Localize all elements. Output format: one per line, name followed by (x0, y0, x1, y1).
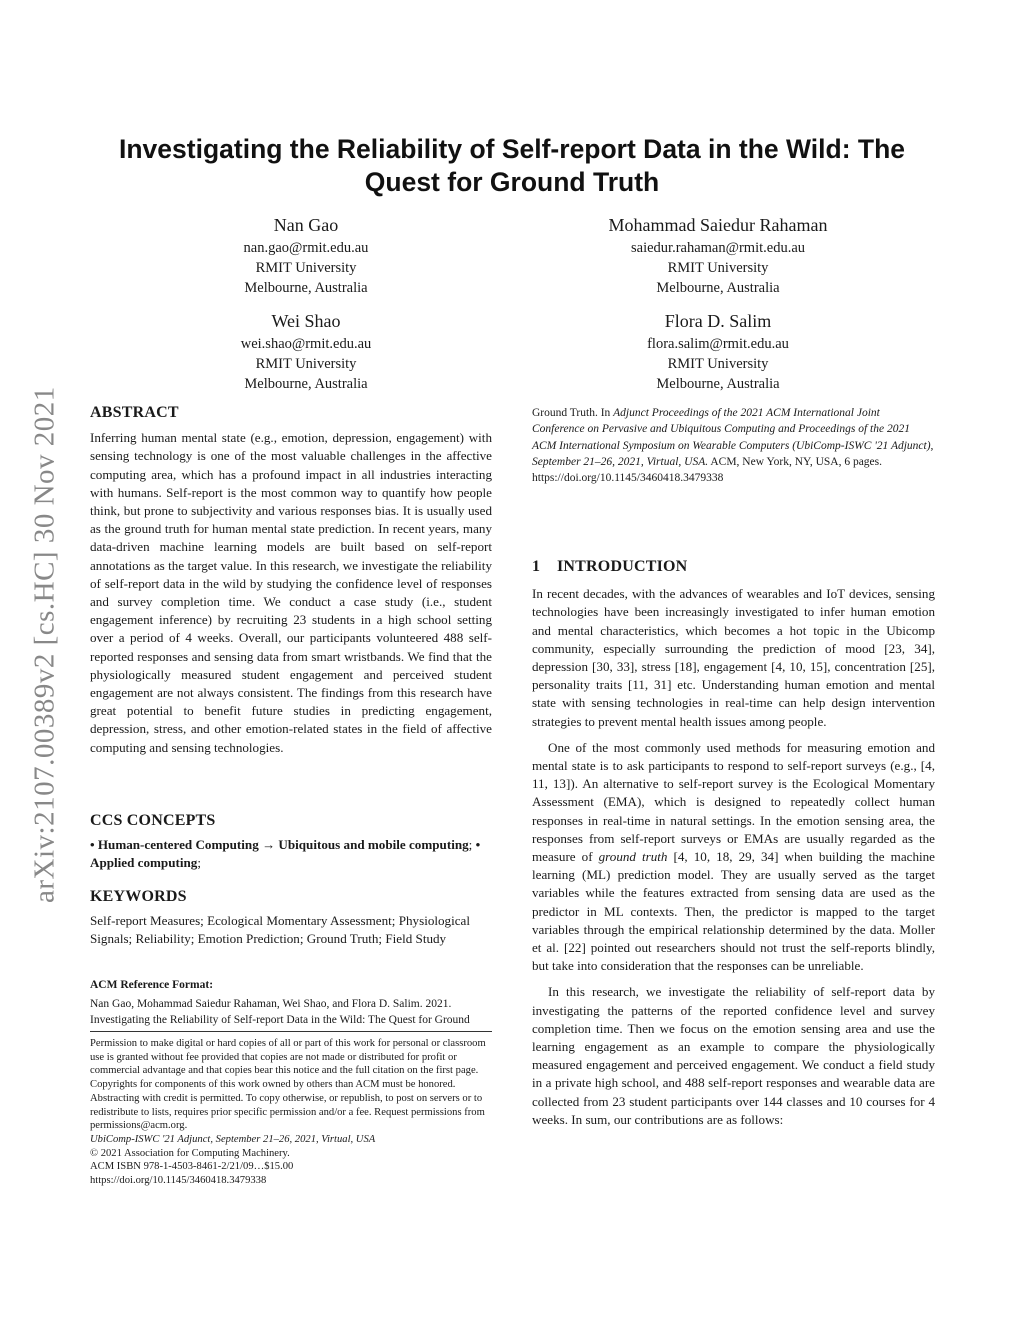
abstract-section (90, 404, 492, 757)
author-location: Melbourne, Australia (656, 280, 780, 296)
keywords-heading: KEYWORDS (90, 888, 187, 905)
acm-ref-venue-intro: Ground Truth. In (532, 407, 614, 419)
intro-paragraph-2 (532, 739, 935, 976)
acm-ref-text-left (90, 996, 492, 1028)
author-email[interactable]: wei.shao@rmit.edu.au (240, 336, 372, 352)
ccs-section (90, 812, 492, 873)
ccs-item-2: • Applied computing (90, 837, 481, 871)
intro-p2-part-a: One of the most commonly used methods for measuring emotion and mental state is to ask participants to respond to self-report surveys (e.g., [4, 11, 13]). An alternative to self-report survey is the Ecological Momentary Assessment (EMA), which is designed to repeatedly collect human responses in real-time in natural settings. In the emotion sensing area, the responses from self-report surveys or EMAs are usually regarded as the measure of (532, 739, 935, 865)
keywords-text: Self-report Measures; Ecological Momentary Assessment; Physiological Signals; Reliability; Emotion Prediction; Ground Truth; Field Study (90, 913, 471, 947)
permission-copyright: © 2021 Association for Computing Machinery. (90, 1147, 290, 1159)
author-block-3 (156, 309, 456, 394)
ccs-heading: CCS CONCEPTS (90, 812, 216, 829)
author-email[interactable]: flora.salim@rmit.edu.au (647, 336, 789, 352)
ccs-item-1: • Human-centered Computing → Ubiquitous and mobile computing (90, 837, 469, 853)
author-location: Melbourne, Australia (244, 376, 368, 392)
acm-ref-heading: ACM Reference Format: (90, 979, 214, 991)
ccs-separator: ; (468, 837, 476, 853)
author-affiliation: RMIT University (255, 260, 357, 276)
footnote-rule (90, 1031, 492, 1032)
author-affiliation: RMIT University (255, 356, 357, 372)
acm-reference (90, 976, 492, 1028)
acm-ref-part-1: Nan Gao, Mohammad Saiedur Rahaman, Wei Shao, and Flora D. Salim. 2021. Investigating the Reliability of Self-report Data in the Wild: The Quest for Ground (90, 998, 470, 1027)
acm-ref-part-2: ACM, New York, NY, USA, 6 pages. https://doi.org/10.1145/3460418.3479338 (532, 455, 883, 485)
author-location: Melbourne, Australia (656, 376, 780, 392)
title-line-1: Investigating the Reliability of Self-report Data in the Wild: The (119, 134, 905, 164)
permission-doi[interactable]: https://doi.org/10.1145/3460418.3479338 (90, 1175, 267, 1187)
acm-ref-venue: Adjunct Proceedings of the 2021 ACM International Joint Conference on Pervasive and Ubiquitous Computing and Proceedings of the 2021 ACM International Symposium on Wearable Computers (UbiComp-ISWC '21 Adjunct), September 21–26, 2021, Virtual, USA. (532, 407, 934, 468)
author-block-4 (568, 309, 868, 394)
abstract-heading: ABSTRACT (90, 404, 179, 421)
paper-title (80, 133, 944, 199)
intro-p2-emphasis: ground truth (598, 849, 668, 865)
author-block-2 (568, 213, 868, 298)
arxiv-stamp: arXiv:2107.00389v2 [cs.HC] 30 Nov 2021 (28, 386, 61, 904)
author-name: Flora D. Salim (664, 311, 772, 331)
ccs-end: ; (197, 855, 201, 871)
intro-heading: 1 INTRODUCTION (532, 558, 688, 575)
conf-line: UbiComp-ISWC '21 Adjunct, September 21–26, 2021, Virtual, USA (90, 1133, 376, 1145)
author-email[interactable]: saiedur.rahaman@rmit.edu.au (631, 240, 805, 256)
intro-p2-part-b: [4, 10, 18, 29, 34] when building the machine learning (ML) prediction model. They are usually served as the target variables while the features extracted from sensing data are used as the predictor in ML contexts. Then, the predictor is mapped to the target variables through the empirical relationship determined by the data. Moller et al. [22] pointed out researchers should not trust the self-reports blindly, but take into consideration that the responses can be unreliable. (532, 849, 935, 974)
permission-text: Permission to make digital or hard copies of all or part of this work for personal or classroom use is granted without fee provided that copies are not made or distributed for profit or commercial advantage and that copies bear this notice and the full citation on the first page. Copyrights for components of this work owned by others than ACM must be honored. Abstracting with credit is permitted. To copy otherwise, or republish, to post on servers or to redistribute to lists, requires prior specific permission and/or a fee. Request permissions from permissions@acm.org. (90, 1038, 486, 1132)
author-affiliation: RMIT University (667, 260, 769, 276)
acm-ref-continued (532, 405, 935, 486)
title-line-2: Quest for Ground Truth (364, 167, 660, 197)
permission-conf (90, 1133, 492, 1147)
abstract-text: Inferring human mental state (e.g., emotion, depression, engagement) with sensing technology is one of the most valuable challenges in the affective computing area, which has a profound impact in all industries interacting with humans. Self-report is the most common way to quantify how people think, but prone to subjectivity and various responses bias. It is usually used as the ground truth for human mental state prediction. In recent years, many data-driven machine learning models are built based on self-report annotations as the target value. In this research, we investigate the reliability of self-report data in the wild by studying the confidence level of responses and survey completion time. We conduct a case study (i.e., student engagement inference) by recruiting 23 students in a high school setting over a period of 4 weeks. Overall, our participants volunteered 488 self-reported responses and sensing data from smart wristbands. We find that the physiologically measured student engagement and perceived student engagement are not always consistent. The findings from this research have great potential to benefit future studies in predicting engagement, depression, stress, and other emotion-related states in the field of affective computing and sensing technologies. (90, 430, 492, 755)
keywords-section (90, 888, 492, 949)
permission-isbn: ACM ISBN 978-1-4503-8461-2/21/09…$15.00 (90, 1161, 294, 1173)
author-block-1 (156, 213, 456, 298)
intro-paragraph-3: In this research, we investigate the reliability of self-report data by investigating the patterns of the reported confidence level and survey completion time. Then we focus on the emotion sensing area and use the learning engagement as an example to compare the physiologically measured engagement and perceived engagement. We conduct a field study in a private high school, and 488 self-report responses and wearable data are collected from 23 student participants over 144 classes and 10 courses for 4 weeks. In sum, our contributions are as follows: (532, 984, 935, 1127)
author-name: Wei Shao (271, 311, 341, 331)
author-affiliation: RMIT University (667, 356, 769, 372)
permission-block (90, 1037, 492, 1188)
author-name: Mohammad Saiedur Rahaman (608, 215, 828, 235)
introduction-section (532, 558, 935, 1129)
author-location: Melbourne, Australia (244, 280, 368, 296)
author-email[interactable]: nan.gao@rmit.edu.au (243, 240, 369, 256)
ccs-text (90, 836, 492, 872)
intro-paragraph-1: In recent decades, with the advances of wearables and IoT devices, sensing technologies have been increasingly investigated to infer human emotion and mental characteristics, which becomes a hot topic in the Ubicomp community, especially surrounding the prediction of mood [23, 34], depression [30, 33], stress [18], engagement [4, 10, 15], concentration [25], personality traits [11, 31] etc. Understanding human emotion and mental state with sensing technologies in real-time can help design intervention strategies to prevent mental health issues among people. (532, 586, 935, 729)
author-name: Nan Gao (273, 215, 339, 235)
